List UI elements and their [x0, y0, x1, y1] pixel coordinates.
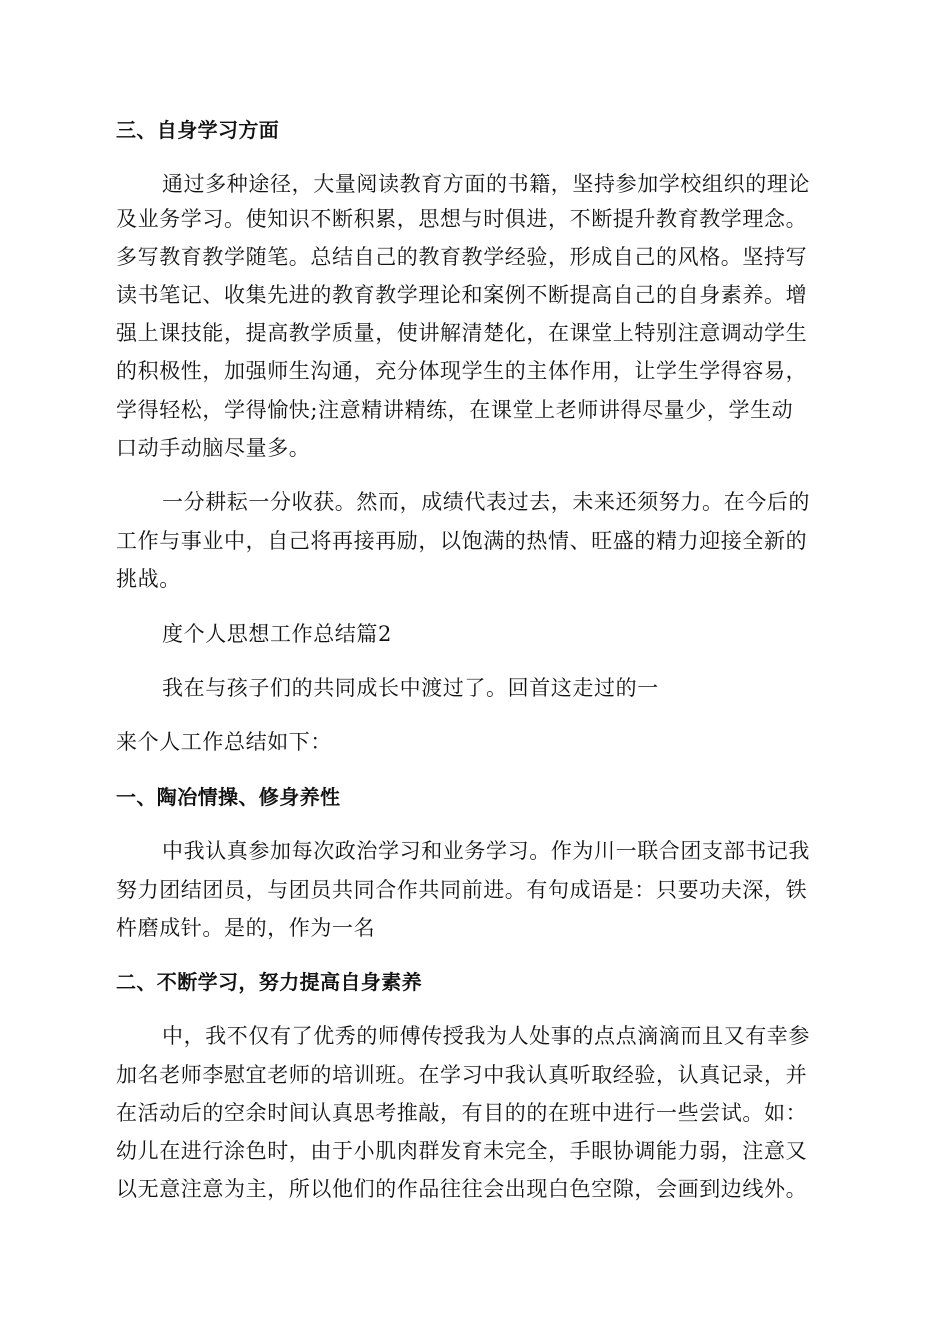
paragraph-line: 一分耕耘一分收获。然而，成绩代表过去，未来还须努力。在今后的 [162, 490, 810, 514]
paragraph-line: 在活动后的空余时间认真思考推敲，有目的的在班中进行一些尝试。如： [116, 1101, 808, 1125]
paragraph-line: 我在与孩子们的共同成长中渡过了。回首这走过的一 [162, 676, 659, 700]
paragraph-line: 努力团结团员，与团员共同合作共同前进。有句成语是：只要功夫深，铁 [116, 878, 808, 902]
paragraph-line: 的积极性，加强师生沟通，充分体现学生的主体作用，让学生学得容易， [116, 359, 808, 383]
paragraph-line: 幼儿在进行涂色时，由于小肌肉群发育未完全，手眼协调能力弱，注意又 [116, 1139, 808, 1163]
paragraph-line: 加名老师李慰宜老师的培训班。在学习中我认真听取经验，认真记录，并 [116, 1063, 808, 1087]
paragraph-line: 学得轻松，学得愉快;注意精讲精练，在课堂上老师讲得尽量少，学生动 [116, 398, 794, 422]
paragraph-line: 杵磨成针。是的，作为一名 [116, 916, 376, 940]
document-subtitle: 度个人思想工作总结篇2 [162, 622, 392, 646]
paragraph-line: 中我认真参加每次政治学习和业务学习。作为川一联合团支部书记我 [162, 839, 810, 863]
paragraph-line: 来个人工作总结如下： [116, 730, 332, 754]
paragraph-line: 读书笔记、收集先进的教育教学理论和案例不断提高自己的自身素养。增 [116, 283, 808, 307]
paragraph-line: 工作与事业中，自己将再接再励，以饱满的热情、旺盛的精力迎接全新的 [116, 529, 808, 553]
section-heading-continuous-learning: 二、不断学习，努力提高自身素养 [116, 970, 422, 994]
paragraph-line: 多写教育教学随笔。总结自己的教育教学经验，形成自己的风格。坚持写 [116, 245, 808, 269]
paragraph-line: 通过多种途径，大量阅读教育方面的书籍，坚持参加学校组织的理论 [162, 172, 810, 196]
section-heading-self-study: 三、自身学习方面 [116, 118, 280, 142]
paragraph-line: 口动手动脑尽量多。 [116, 436, 311, 460]
paragraph-line: 挑战。 [116, 567, 181, 591]
paragraph-line: 中，我不仅有了优秀的师傅传授我为人处事的点点滴滴而且又有幸参 [162, 1024, 810, 1048]
paragraph-line: 及业务学习。使知识不断积累，思想与时俱进，不断提升教育教学理念。 [116, 207, 808, 231]
paragraph-line: 以无意注意为主，所以他们的作品往往会出现白色空隙，会画到边线外。 [116, 1177, 808, 1201]
section-heading-character: 一、陶冶情操、修身养性 [116, 785, 341, 809]
paragraph-line: 强上课技能，提高教学质量，使讲解清楚化，在课堂上特别注意调动学生 [116, 321, 808, 345]
